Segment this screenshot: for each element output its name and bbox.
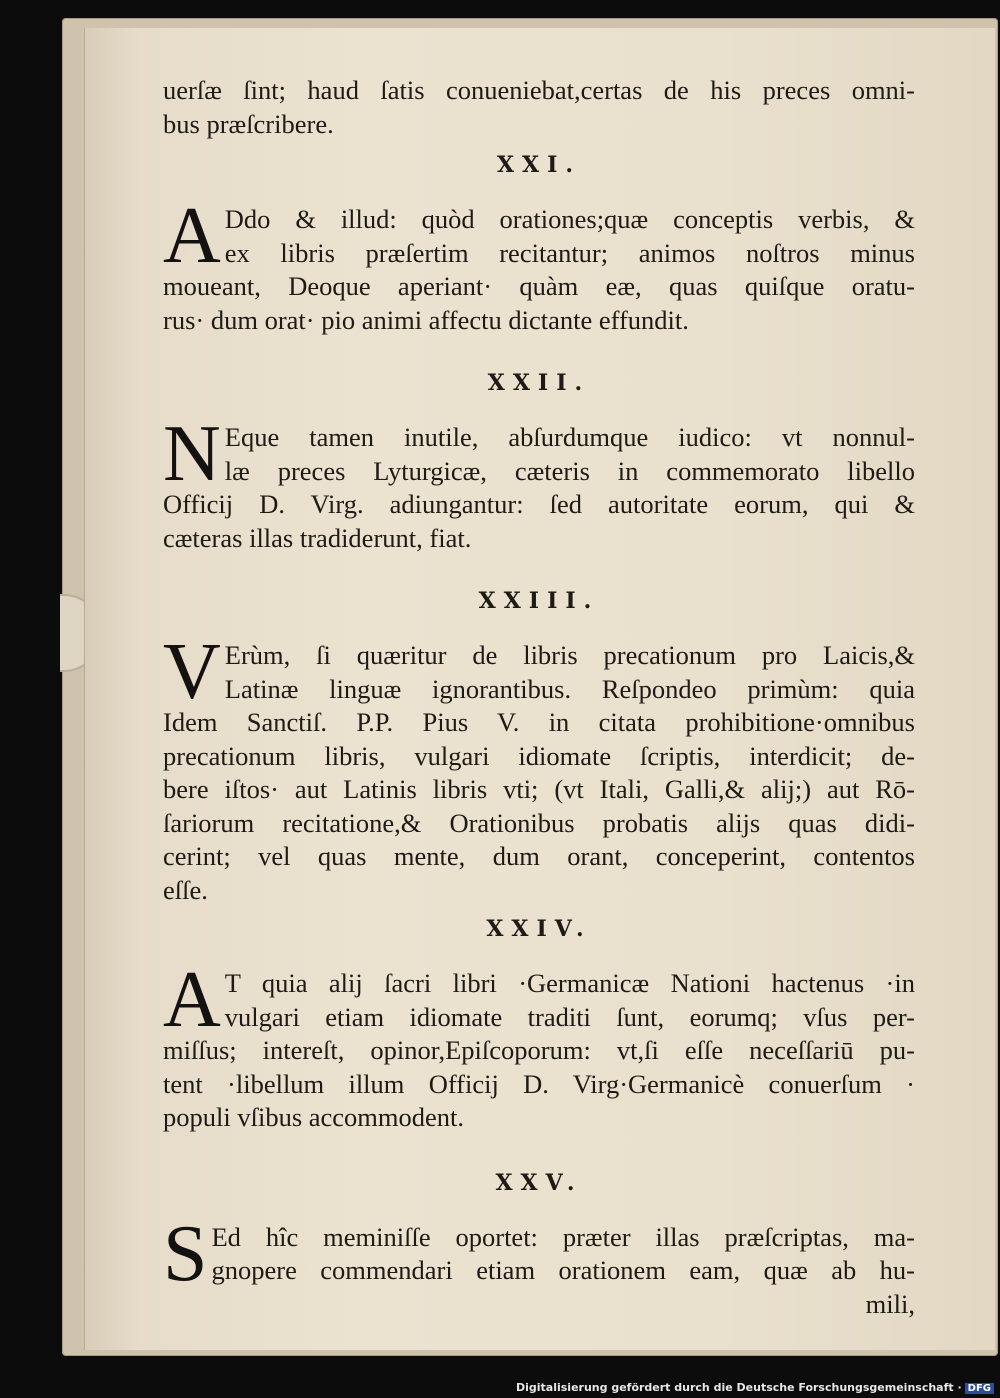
section-heading: XXII. [487,370,591,396]
section-xxiv [163,956,915,1135]
text-line: Latinæ linguæ ignorantibus. Reſpondeo primùm: quia [224,673,915,704]
digitization-credit [516,1381,994,1394]
text-line: bus præſcribere. [163,108,334,139]
section-heading: XXIV. [486,916,592,942]
text-line: cæteras illas tradiderunt, fiat. [163,522,472,553]
text-line: Erùm, ſi quæritur de libris precationum pro Laicis,& [224,640,915,670]
drop-cap: S [163,1209,208,1298]
section-heading: XXV. [495,1169,583,1196]
text-line: tent ·libellum illum Officij D. Virg·Germanicè conuerſum · [163,1068,915,1099]
drop-cap: N [163,410,221,498]
text-line: Eque tamen inutile, abſurdumque iudico: vt nonnul- [224,422,915,452]
text-line: Ddo & illud: quòd orationes;quæ conceptis verbis, & [224,204,915,234]
text-line: bere iſtos· aut Latinis libris vti; (vt Itali, Galli,& alij;) aut Rō- [163,774,915,804]
text-line: T quia alij ſacri libri ·Germanicæ Nationi hactenus ·in [224,968,915,998]
text-line: rus· dum orat· pio animi affectu dictante effundit. [163,304,689,335]
credit-text: Digitalisierung gefördert durch die Deutsche Forschungsgemeinschaft · [515,1381,962,1394]
dfg-logo: DFG [965,1383,994,1394]
section-xxi [163,192,915,337]
catchword: mili, [865,1288,915,1319]
text-line: gnopere commendari etiam orationem eam, quæ ab hu- [211,1255,915,1285]
section-xxv [163,1209,915,1298]
text-line: moueant, Deoque aperiant· quàm eæ, quas quiſque oratu- [163,271,915,301]
text-line: ſariorum recitatione,& Orationibus probatis alijs quas didi- [163,807,915,838]
section-heading: XXIII. [478,588,600,614]
text-line: Ed hîc meminiſſe oportet: præter illas præſcriptas, ma- [211,1221,915,1252]
section-heading: XXI. [496,152,582,178]
text-block [163,74,915,1321]
text-line: miſſus; intereſt, opinor,Epiſcoporum: vt,ſi eſſe neceſſariū pu- [163,1035,915,1065]
text-line: Idem Sanctiſ. P.P. Pius V. in citata prohibitione·omnibus [163,707,915,737]
section-xxiii [163,628,915,907]
drop-cap: A [163,956,221,1044]
text-line: populi vſibus accommodent. [163,1102,465,1132]
text-line: cerint; vel quas mente, dum orant, conceperint, contentos [163,841,915,871]
text-line: uerſæ ſint; haud ſatis conueniebat,certas de his preces omni- [163,75,915,105]
section-xxii [163,410,915,555]
drop-cap: V [163,628,221,716]
text-line: ex libris præſertim recitantur; animos noſtros minus [224,237,915,268]
drop-cap: A [163,192,221,280]
text-line: læ preces Lyturgicæ, cæteris in commemorato libello [224,455,915,486]
text-line: eſſe. [163,874,208,905]
text-line: vulgari etiam idiomate traditi ſunt, eorumq; vſus per- [224,1001,915,1032]
text-line: Officij D. Virg. adiungantur: ſed autoritate eorum, qui & [163,489,915,519]
text-line: precationum libris, vulgari idiomate ſcriptis, interdicit; de- [163,740,915,771]
